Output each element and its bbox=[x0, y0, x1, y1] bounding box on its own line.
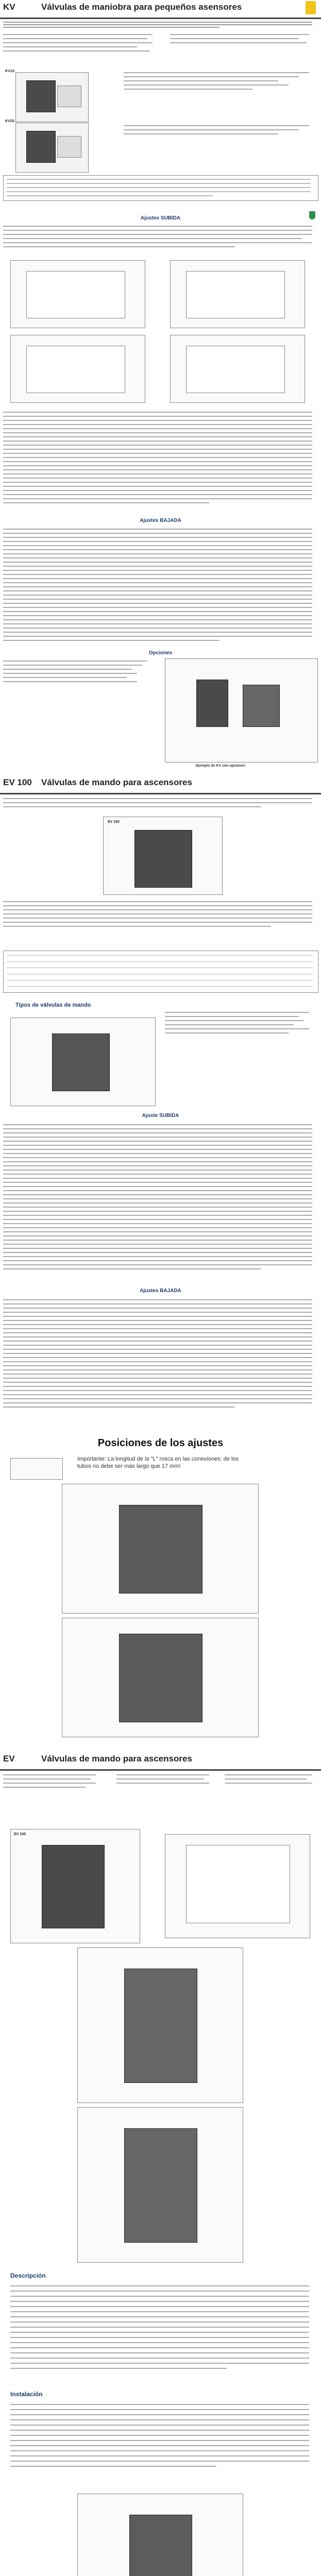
components-legend-table bbox=[3, 175, 318, 201]
subida-description-text bbox=[3, 410, 317, 510]
kv1s-diagram bbox=[15, 72, 89, 122]
descripcion-text bbox=[10, 2282, 314, 2380]
header-title: Válvulas de mando para ascensores bbox=[41, 777, 192, 787]
shield-icon bbox=[309, 211, 315, 219]
ev100-body-text bbox=[3, 899, 317, 945]
kv1s-legend bbox=[124, 70, 317, 118]
section-ajustes-bajada-2: Ajustes BAJADA bbox=[140, 1288, 181, 1294]
kv2s-label: KV2S bbox=[5, 120, 15, 123]
positions-second-diagram bbox=[62, 1618, 259, 1737]
ev100-photo-label: EV 100 bbox=[108, 820, 120, 824]
valve-types-diagram bbox=[10, 1018, 156, 1106]
positions-main-diagram bbox=[62, 1484, 259, 1614]
instalacion-text bbox=[10, 2401, 314, 2483]
header-code: EV 100 bbox=[3, 777, 32, 787]
ev100-photo bbox=[103, 817, 223, 895]
bajada2-text-block bbox=[3, 1297, 317, 1421]
section-ajustes-bajada-1: Ajustes BAJADA bbox=[140, 518, 181, 523]
section-ajustes-subida: Ajustes SUBIDA bbox=[140, 215, 181, 221]
ev-large-drawing bbox=[77, 1947, 243, 2103]
section-posiciones: Posiciones de los ajustes bbox=[97, 1437, 224, 1449]
ev-photo-label: EV 100 bbox=[14, 1833, 26, 1836]
section-descripcion: Descripción bbox=[10, 2272, 46, 2279]
ev-photo bbox=[10, 1829, 140, 1943]
valve-types-legend bbox=[165, 1010, 317, 1051]
kv1s-label: KV1S bbox=[5, 70, 15, 73]
header-code: KV bbox=[3, 2, 15, 12]
subida-drawing-3 bbox=[10, 335, 145, 403]
specs-right bbox=[170, 32, 314, 50]
header-ev bbox=[0, 1752, 321, 1771]
kv2s-legend bbox=[124, 123, 317, 154]
opciones-example-caption: Ejemplo de KV con opciones bbox=[196, 764, 246, 768]
section-opciones: Opciones bbox=[148, 650, 173, 656]
kv2s-diagram bbox=[15, 123, 89, 173]
opciones-diagram bbox=[165, 658, 318, 762]
header-kv bbox=[0, 0, 321, 19]
subida-text-block bbox=[3, 224, 317, 253]
ev100-spec-table bbox=[3, 951, 318, 993]
ev-legend-columns bbox=[3, 1772, 317, 1824]
ev-schematic bbox=[165, 1834, 310, 1938]
header-code: EV bbox=[3, 1754, 15, 1764]
importante-note: Importante: La longitud de la "L" rosca en las conexiones: de los tubos no debe ser más largo que 17 mm! bbox=[77, 1456, 239, 1469]
header-ev100 bbox=[0, 775, 321, 794]
intro-text-block bbox=[3, 21, 317, 30]
section-ajustes-subida-2: Ajuste SUBIDA bbox=[142, 1113, 179, 1118]
subida2-text-block bbox=[3, 1122, 317, 1282]
subida-drawing-1 bbox=[10, 260, 145, 328]
bajada-text-block bbox=[3, 527, 317, 650]
subida-drawing-2 bbox=[170, 260, 305, 328]
section-instalacion: Instalación bbox=[10, 2391, 43, 2398]
ev-large-drawing-2 bbox=[77, 2107, 243, 2263]
opciones-list bbox=[3, 658, 158, 720]
header-title: Válvulas de mando para ascensores bbox=[41, 1754, 192, 1764]
subida-drawing-4 bbox=[170, 335, 305, 403]
yellow-badge-icon bbox=[306, 1, 316, 14]
positions-small-diagram bbox=[10, 1458, 63, 1480]
section-tipos-valvulas: Tipos de válvulas de mando bbox=[15, 1002, 91, 1008]
specs-left bbox=[3, 32, 158, 57]
ev100-intro bbox=[3, 796, 317, 811]
installation-diagram bbox=[77, 2494, 243, 2576]
header-title: Válvulas de maniobra para pequeños asensores bbox=[41, 2, 242, 12]
